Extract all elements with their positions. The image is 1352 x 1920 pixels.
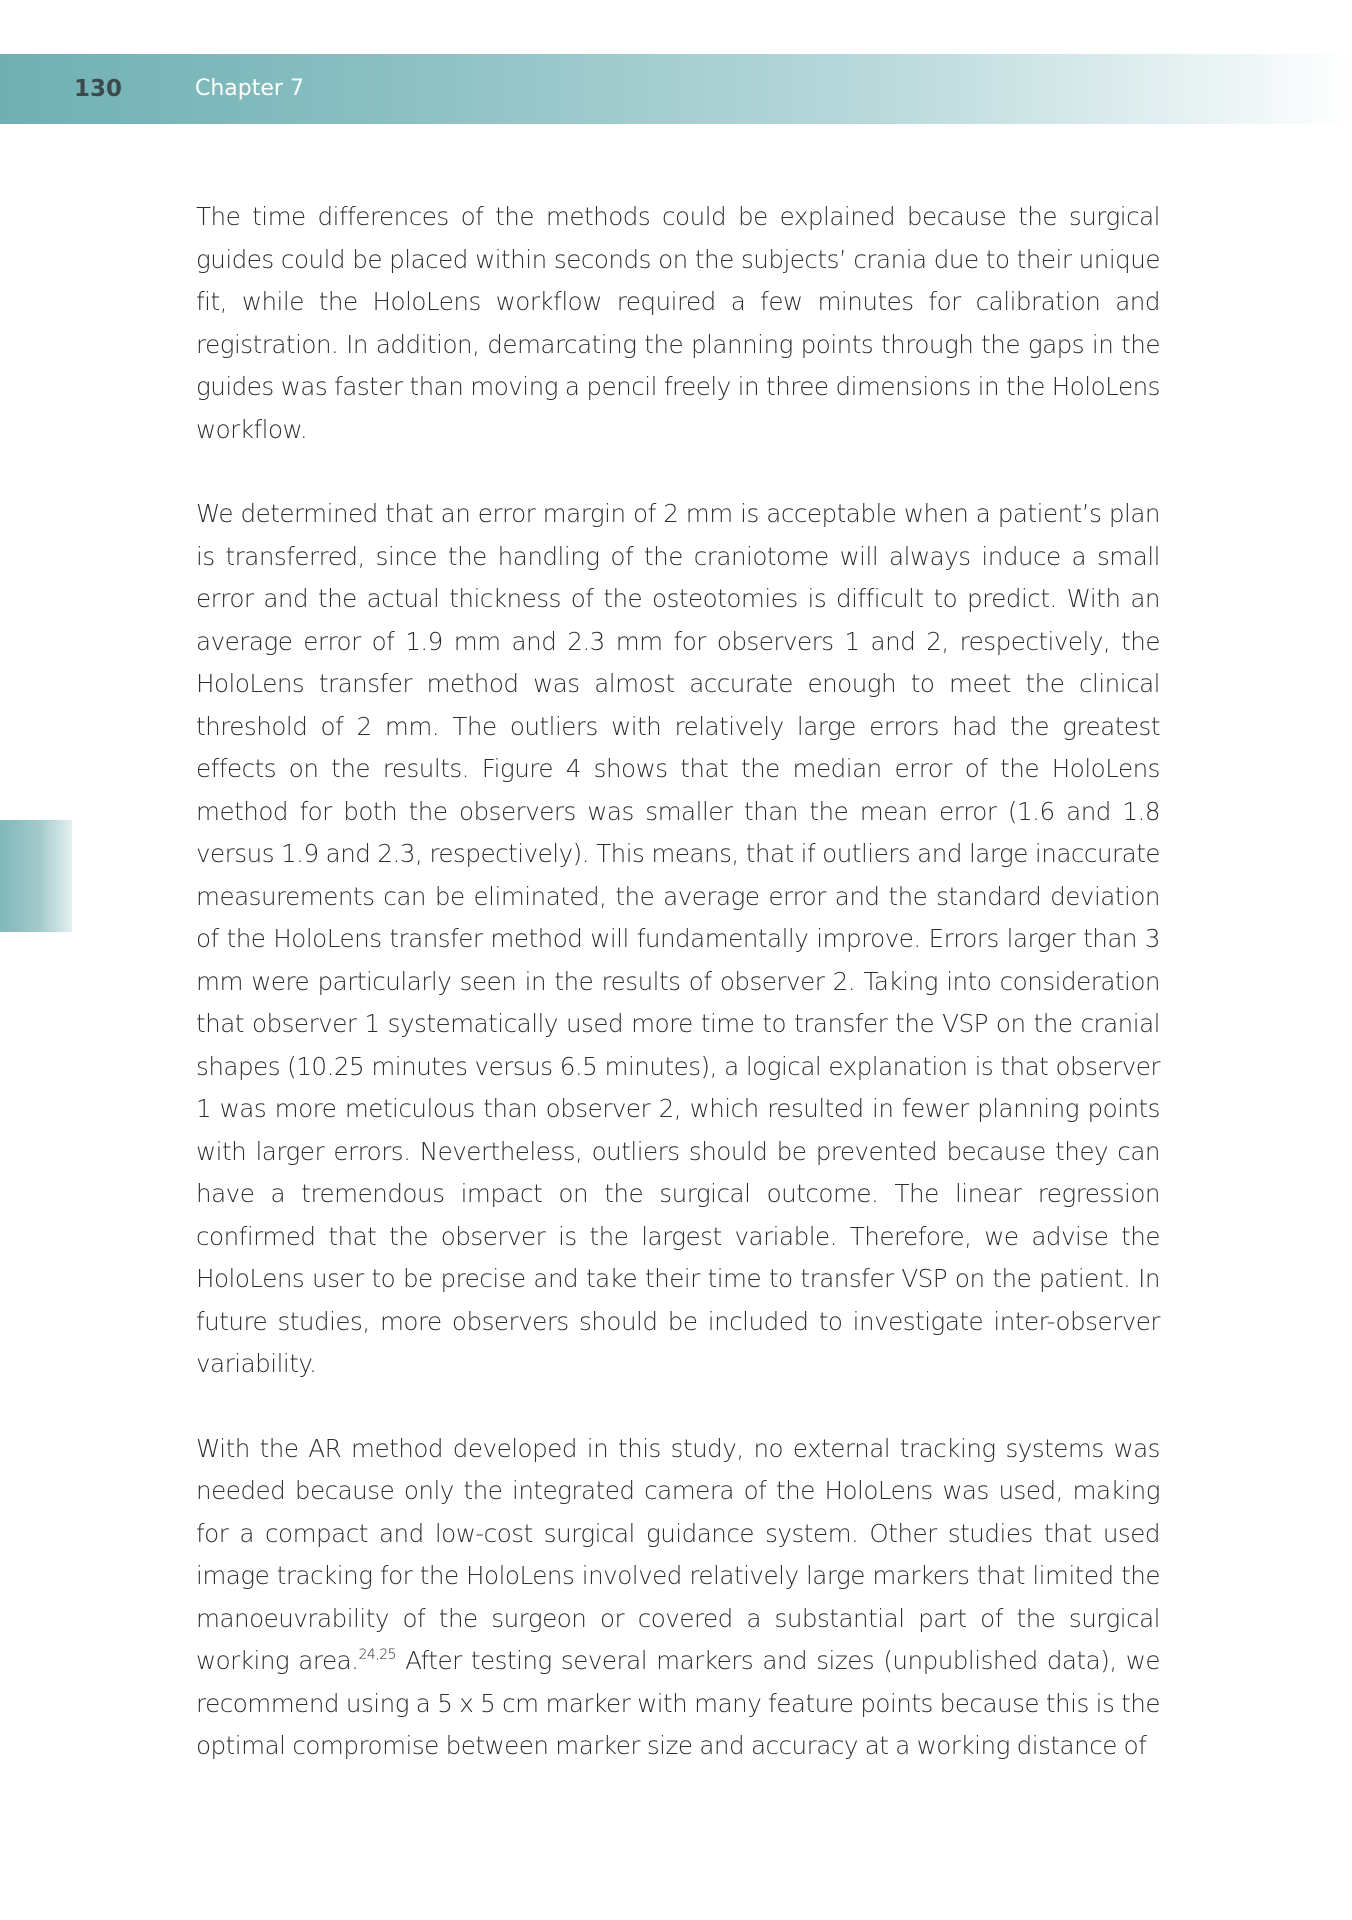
paragraph: [196, 1428, 1160, 1768]
paragraph-text: With the AR method developed in this study, no external tracking systems was needed because only the integrated camera of the HoloLens was used, making for a compact and low-cost surgical guidance system. Other studies that used image tracking for the HoloLens involved relatively large markers that limited the manoeuvrability of the surgeon or covered a substantial part of the surgical working area.: [196, 1433, 1160, 1675]
body-text: [196, 196, 1160, 1810]
paragraph: We determined that an error margin of 2 mm is acceptable when a patient’s plan is transferred, since the handling of the craniotome will always induce a small error and the actual thickness of the osteotomies is difficult to predict. With an average error of 1.9 mm and 2.3 mm for observers 1 and 2, respectively, the HoloLens transfer method was almost accurate enough to meet the clinical threshold of 2 mm. The outliers with relatively large errors had the greatest effects on the results. Figure 4 shows that the median error of the HoloLens method for both the observers was smaller than the mean error (1.6 and 1.8 versus 1.9 and 2.3, respectively). This means, that if outliers and large inaccurate measurements can be eliminated, the average error and the standard deviation of the HoloLens transfer method will fundamentally improve. Errors larger than 3 mm were particularly seen in the results of observer 2. Taking into consideration that observer 1 systematically used more time to transfer the VSP on the cranial shapes (10.25 minutes versus 6.5 minutes), a logical explanation is that observer 1 was more meticulous than observer 2, which resulted in fewer planning points with larger errors. Nevertheless, outliers should be prevented because they can have a tremendous impact on the surgical outcome. The linear regression confirmed that the observer is the largest variable. Therefore, we advise the HoloLens user to be precise and take their time to transfer VSP on the patient. In future studies, more observers should be included to investigate inter-observer variability.: [196, 499, 1160, 1378]
page-number: 130: [74, 76, 123, 102]
chapter-title: Chapter 7: [195, 76, 304, 101]
chapter-side-tab: [0, 820, 72, 932]
citation-superscript: 24,25: [358, 1647, 397, 1663]
paragraph-text: After testing several markers and sizes (unpublished data), we recommend using a 5 x 5 cm marker with many feature points because this is the optimal compromise between marker size and accuracy at a working distance of: [196, 1646, 1160, 1760]
paragraph: The time differences of the methods could be explained because the surgical guides could be placed within seconds on the subjects’ crania due to their unique fit, while the HoloLens workflow required a few minutes for calibration and registration. In addition, demarcating the planning points through the gaps in the guides was faster than moving a pencil freely in three dimensions in the HoloLens workflow.: [196, 202, 1160, 444]
